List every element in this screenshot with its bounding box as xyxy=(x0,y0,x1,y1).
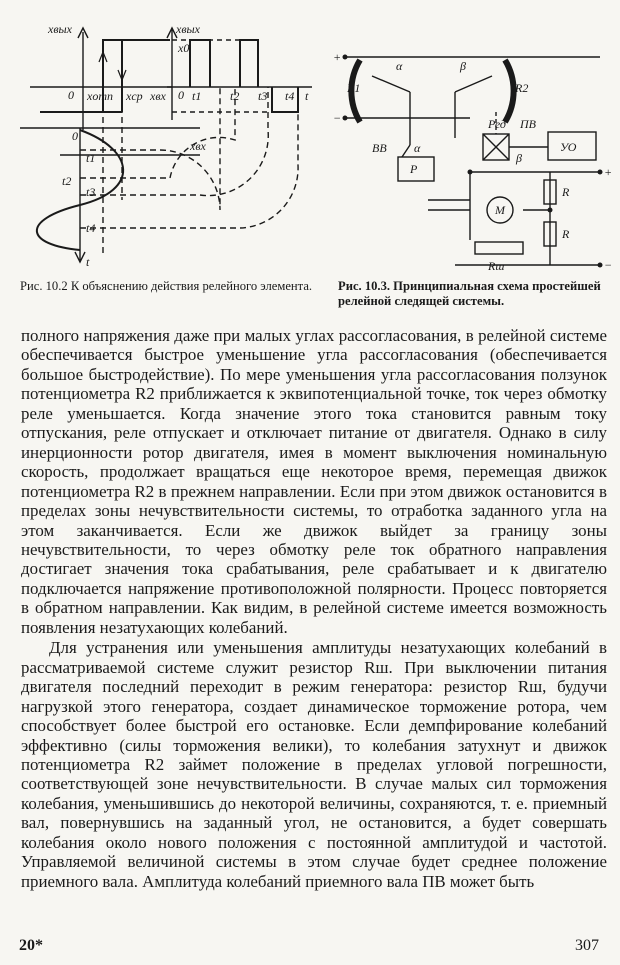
label-pv: ПВ xyxy=(520,117,536,131)
label-t-bottom: t xyxy=(86,255,90,269)
label-t2-low: t2 xyxy=(62,174,72,188)
figures-svg xyxy=(0,0,620,318)
label-t1-low: t1 xyxy=(86,151,96,165)
label-zero-lower: 0 xyxy=(72,129,78,143)
figures-area xyxy=(0,0,620,318)
label-minus-left: − xyxy=(333,111,342,125)
label-p: Р xyxy=(410,162,418,176)
node-mid-resistors xyxy=(548,208,553,213)
node-minus-left xyxy=(343,116,348,121)
paragraph-2: Для устранения или уменьшения амплитуды незатухающих колебаний в рассматриваемой системе служит резистор Rш. При выключении питания двигателя последний переходит в режим генератора: резистор Rш, будучи нагрузкой этого генератора, создает динамическое торможение ротора, чем способствует более быстрой его остановке. Если демпфирование колебаний эффективно (силы торможения велики), то колебания затухнут и движок потенциометра R2 займет положение в пределах угловой погрешности, соответствующей зоне нечувствительности. В случае малых сил торможения колебания, уменьшившись до некоторой величины, сохраняются, т. е. приемный вал, повернувшись на заданный угол, не остановится, а будет совершать колебания около нового положения с постоянной амплитудой и частотой. Управляемой величиной системы в этом случае будет среднее положение приемного вала. Амплитуда колебаний приемного вала ПВ может быть xyxy=(21,638,607,891)
node-plus-left xyxy=(343,55,348,60)
label-x-otp: xотп xyxy=(87,89,113,103)
figure-10-3-caption: Рис. 10.3. Принципиальная схема простейшей релейной следящей системы. xyxy=(338,279,601,308)
paragraph-1: полного напряжения даже при малых углах рассогласования, в релейной системе обеспечивается быстрое уменьшение угла рассогласования (обеспечивается большое быстродействие). По мере уменьшения угла рассогласования ползунок потенциометра R2 приближается к эквипотенциальной точке, ток через обмотку реле уменьшается. Когда значение этого тока становится равным току отпускания, реле отпускает и отключает питание от двигателя. Однако в силу инерционности ротор двигателя, имея в момент выключения номинальную скорость, продолжает вращаться еще некоторое время, перемещая движок потенциометра R2 в прежнем направлении. Если при этом движок остановится в пределах зоны нечувствительности системы, то отработка заданного угла на этом заканчивается. Если же движок выйдет за границу зоны нечувствительности, то через обмотку реле ток обратного направления достигает значения тока срабатывания, реле срабатывает и к двигателю подключается напряжение противоположной полярности. Процесс повторяется в обратном направлении. Как видим, в релейной системе имеется возможность появления незатухающих колебаний. xyxy=(21,326,607,637)
label-x-vh-lower: xвх xyxy=(190,139,206,153)
label-vv: ВВ xyxy=(372,141,387,155)
label-beta2: β xyxy=(516,151,522,165)
label-x-vh: xвх xyxy=(150,89,166,103)
label-r2: R2 xyxy=(515,81,529,95)
label-r-top: R xyxy=(562,185,570,199)
label-plus-left: + xyxy=(333,50,342,64)
label-r1: R1 xyxy=(347,81,361,95)
relay-lead xyxy=(402,145,410,157)
label-r-sh: Rш xyxy=(488,259,505,273)
label-zero-upper: 0 xyxy=(68,88,74,102)
label-r-bottom: R xyxy=(562,227,570,241)
label-t1: t1 xyxy=(192,89,202,103)
label-t4: t4 xyxy=(285,89,295,103)
label-uo: УО xyxy=(560,140,577,154)
label-x0: x0 xyxy=(178,41,190,55)
label-alpha: α xyxy=(396,59,403,73)
label-beta: β xyxy=(460,59,466,73)
pulse-positive-1 xyxy=(190,40,210,87)
r1-wiper xyxy=(372,76,410,92)
page-number: 307 xyxy=(575,937,599,954)
figure-10-2-caption: Рис. 10.2 К объяснению действия релейного элемента. xyxy=(20,279,313,293)
node-minus-right xyxy=(598,263,603,268)
label-t2: t2 xyxy=(230,89,240,103)
label-plus-right: + xyxy=(604,165,613,179)
r2-wiper xyxy=(455,76,492,92)
node-plus-join xyxy=(468,170,473,175)
label-t: t xyxy=(305,89,309,103)
label-t4-low: t4 xyxy=(86,221,96,235)
label-xvyh-right: xвых xyxy=(176,22,200,36)
label-xvyh-left: xвых xyxy=(48,22,72,36)
rsh-resistor xyxy=(475,242,523,254)
label-m: М xyxy=(495,203,505,217)
label-red: Ред xyxy=(488,117,506,131)
pulse-positive-2 xyxy=(240,40,258,87)
label-alpha2: α xyxy=(414,141,421,155)
arc-t3 xyxy=(80,87,268,196)
label-t3: t3 xyxy=(258,89,268,103)
signature-mark: 20* xyxy=(19,937,43,954)
label-minus-right: − xyxy=(604,258,613,272)
r2-arc xyxy=(505,60,514,122)
body-text xyxy=(21,326,607,891)
label-zero-mid: 0 xyxy=(178,88,184,102)
label-t3-low: t3 xyxy=(86,185,96,199)
node-plus-right xyxy=(598,170,603,175)
label-x-sr: xср xyxy=(126,89,143,103)
